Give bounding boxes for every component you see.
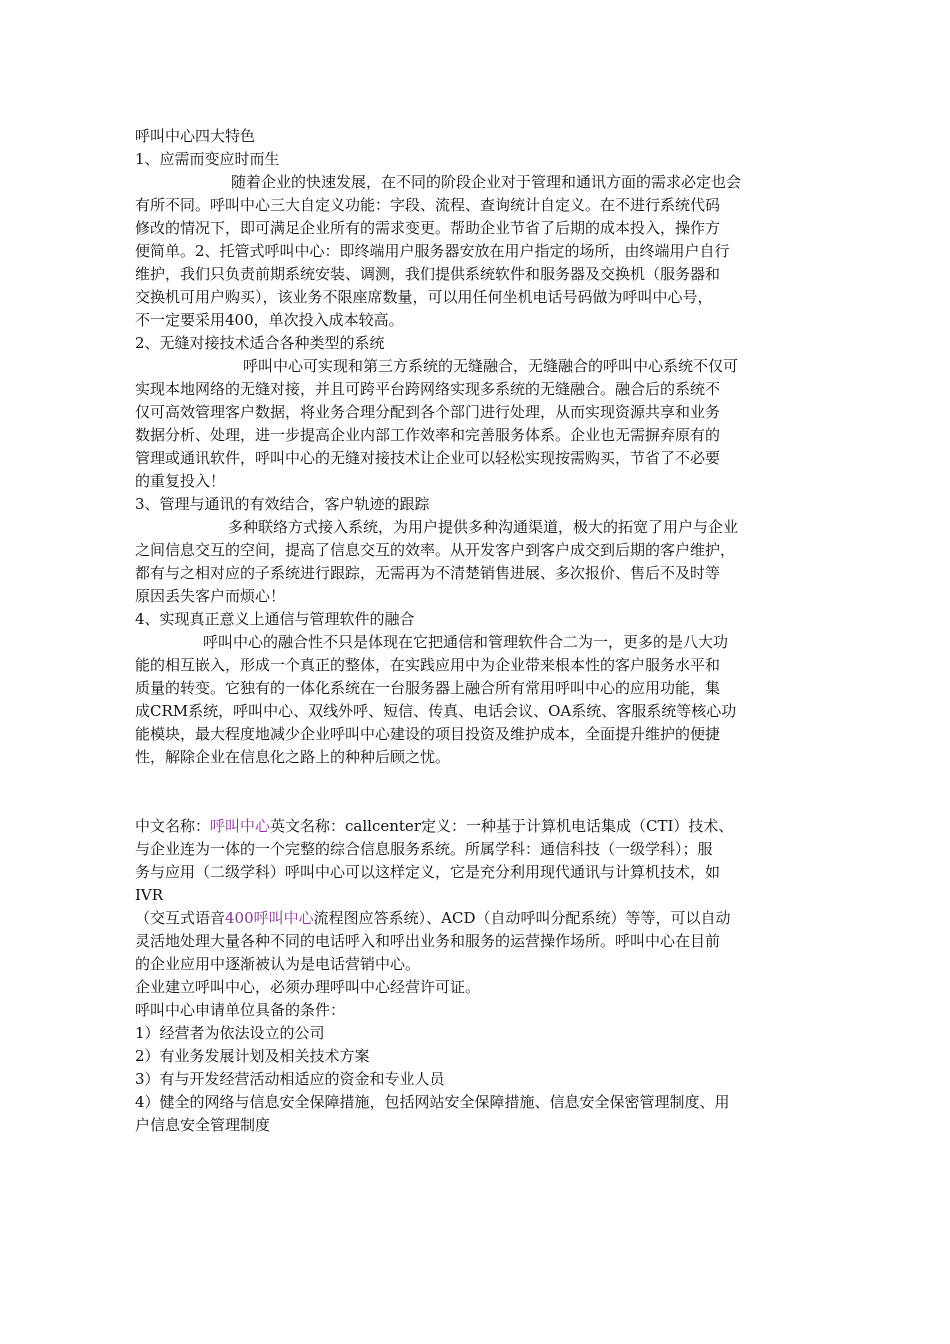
section-2-line: 数据分析、处理，进一步提高企业内部工作效率和完善服务体系。企业也无需摒弃原有的 bbox=[135, 426, 721, 444]
section-4-heading: 4、实现真正意义上通信与管理软件的融合 bbox=[135, 610, 415, 628]
definition-label-chinese-name: 中文名称： bbox=[135, 817, 211, 835]
section-3-line: 之间信息交互的空间，提高了信息交互的效率。从开发客户到客户成交到后期的客户维护， bbox=[135, 541, 736, 559]
definition-text: 英文名称：callcenter定义：一种基于计算机电话集成（CTI）技术、 bbox=[270, 817, 734, 835]
section-2-line: 呼叫中心可实现和第三方系统的无缝融合，无缝融合的呼叫中心系统不仅可 bbox=[243, 357, 739, 375]
section-2-line: 仅可高效管理客户数据，将业务合理分配到各个部门进行处理，从而实现资源共享和业务 bbox=[135, 403, 721, 421]
section-1-line: 不一定要采用400，单次投入成本较高。 bbox=[135, 311, 404, 329]
definition-line: IVR bbox=[135, 886, 164, 904]
definition-line: 的企业应用中逐渐被认为是电话营销中心。 bbox=[135, 955, 421, 973]
section-1-line: 交换机可用户购买），该业务不限座席数量，可以用任何坐机电话号码做为呼叫中心号， bbox=[135, 288, 713, 306]
license-condition-item: 3）有与开发经营活动相适应的资金和专业人员 bbox=[135, 1070, 445, 1088]
call-center-link[interactable]: 呼叫中心 bbox=[210, 817, 271, 835]
section-4-line: 成CRM系统，呼叫中心、双线外呼、短信、传真、电话会议、OA系统、客服系统等核心功 bbox=[135, 702, 737, 720]
section-4-line: 性，解除企业在信息化之路上的种种后顾之忧。 bbox=[135, 748, 451, 766]
section-1-line: 修改的情况下，即可满足企业所有的需求变更。帮助企业节省了后期的成本投入，操作方 bbox=[135, 219, 721, 237]
section-4-line: 呼叫中心的融合性不只是体现在它把通信和管理软件合二为一，更多的是八大功 bbox=[203, 633, 729, 651]
definition-line: 与企业连为一体的一个完整的综合信息服务系统。所属学科：通信科技（一级学科）；服 bbox=[135, 840, 713, 858]
section-4-line: 能模块，最大程度地减少企业呼叫中心建设的项目投资及维护成本，全面提升维护的便捷 bbox=[135, 725, 721, 743]
section-1-line: 随着企业的快速发展，在不同的阶段企业对于管理和通讯方面的需求必定也会 bbox=[231, 173, 742, 191]
section-3-line: 原因丢失客户而烦心！ bbox=[135, 587, 286, 605]
document-title: 呼叫中心四大特色 bbox=[135, 127, 256, 145]
section-4-line: 质量的转变。它独有的一体化系统在一台服务器上融合所有常用呼叫中心的应用功能，集 bbox=[135, 679, 721, 697]
license-conditions-title: 呼叫中心申请单位具备的条件： bbox=[135, 1001, 346, 1019]
section-1-line: 有所不同。呼叫中心三大自定义功能：字段、流程、查询统计自定义。在不进行系统代码 bbox=[135, 196, 721, 214]
section-3-line: 多种联络方式接入系统，为用户提供多种沟通渠道，极大的拓宽了用户与企业 bbox=[228, 518, 739, 536]
definition-text: 流程图应答系统）、ACD（自动呼叫分配系统）等等，可以自动 bbox=[313, 909, 731, 927]
license-condition-item: 户信息安全管理制度 bbox=[135, 1116, 271, 1134]
section-2-heading: 2、无缝对接技术适合各种类型的系统 bbox=[135, 334, 385, 352]
section-1-line: 便简单。2、托管式呼叫中心：即终端用户服务器安放在用户指定的场所，由终端用户自行 bbox=[135, 242, 730, 260]
definition-text: （交互式语音 bbox=[135, 909, 226, 927]
section-4-line: 能的相互嵌入，形成一个真正的整体，在实践应用中为企业带来根本性的客户服务水平和 bbox=[135, 656, 721, 674]
section-2-line: 实现本地网络的无缝对接，并且可跨平台跨网络实现多系统的无缝融合。融合后的系统不 bbox=[135, 380, 721, 398]
definition-line: 务与应用（二级学科）呼叫中心可以这样定义，它是充分利用现代通讯与计算机技术，如 bbox=[135, 863, 721, 881]
section-1-line: 维护，我们只负责前期系统安装、调测，我们提供系统软件和服务器及交换机（服务器和 bbox=[135, 265, 721, 283]
section-1-heading: 1、应需而变应时而生 bbox=[135, 150, 280, 168]
license-condition-item: 1）经营者为依法设立的公司 bbox=[135, 1024, 325, 1042]
definition-line bbox=[135, 907, 815, 930]
license-intro: 企业建立呼叫中心，必须办理呼叫中心经营许可证。 bbox=[135, 978, 481, 996]
section-2-line: 的重复投入！ bbox=[135, 472, 226, 490]
definition-line bbox=[135, 815, 815, 838]
section-3-line: 都有与之相对应的子系统进行跟踪，无需再为不清楚销售进展、多次报价、售后不及时等 bbox=[135, 564, 721, 582]
blank-gap bbox=[135, 769, 815, 815]
section-3-heading: 3、管理与通讯的有效结合，客户轨迹的跟踪 bbox=[135, 495, 430, 513]
section-2-line: 管理或通讯软件，呼叫中心的无缝对接技术让企业可以轻松实现按需购买，节省了不必要 bbox=[135, 449, 721, 467]
license-condition-item: 4）健全的网络与信息安全保障措施，包括网站安全保障措施、信息安全保密管理制度、用 bbox=[135, 1093, 730, 1111]
definition-line: 灵活地处理大量各种不同的电话呼入和呼出业务和服务的运营操作场所。呼叫中心在目前 bbox=[135, 932, 721, 950]
document-body bbox=[135, 125, 815, 1137]
400-call-center-link[interactable]: 400呼叫中心 bbox=[225, 909, 314, 927]
license-condition-item: 2）有业务发展计划及相关技术方案 bbox=[135, 1047, 370, 1065]
